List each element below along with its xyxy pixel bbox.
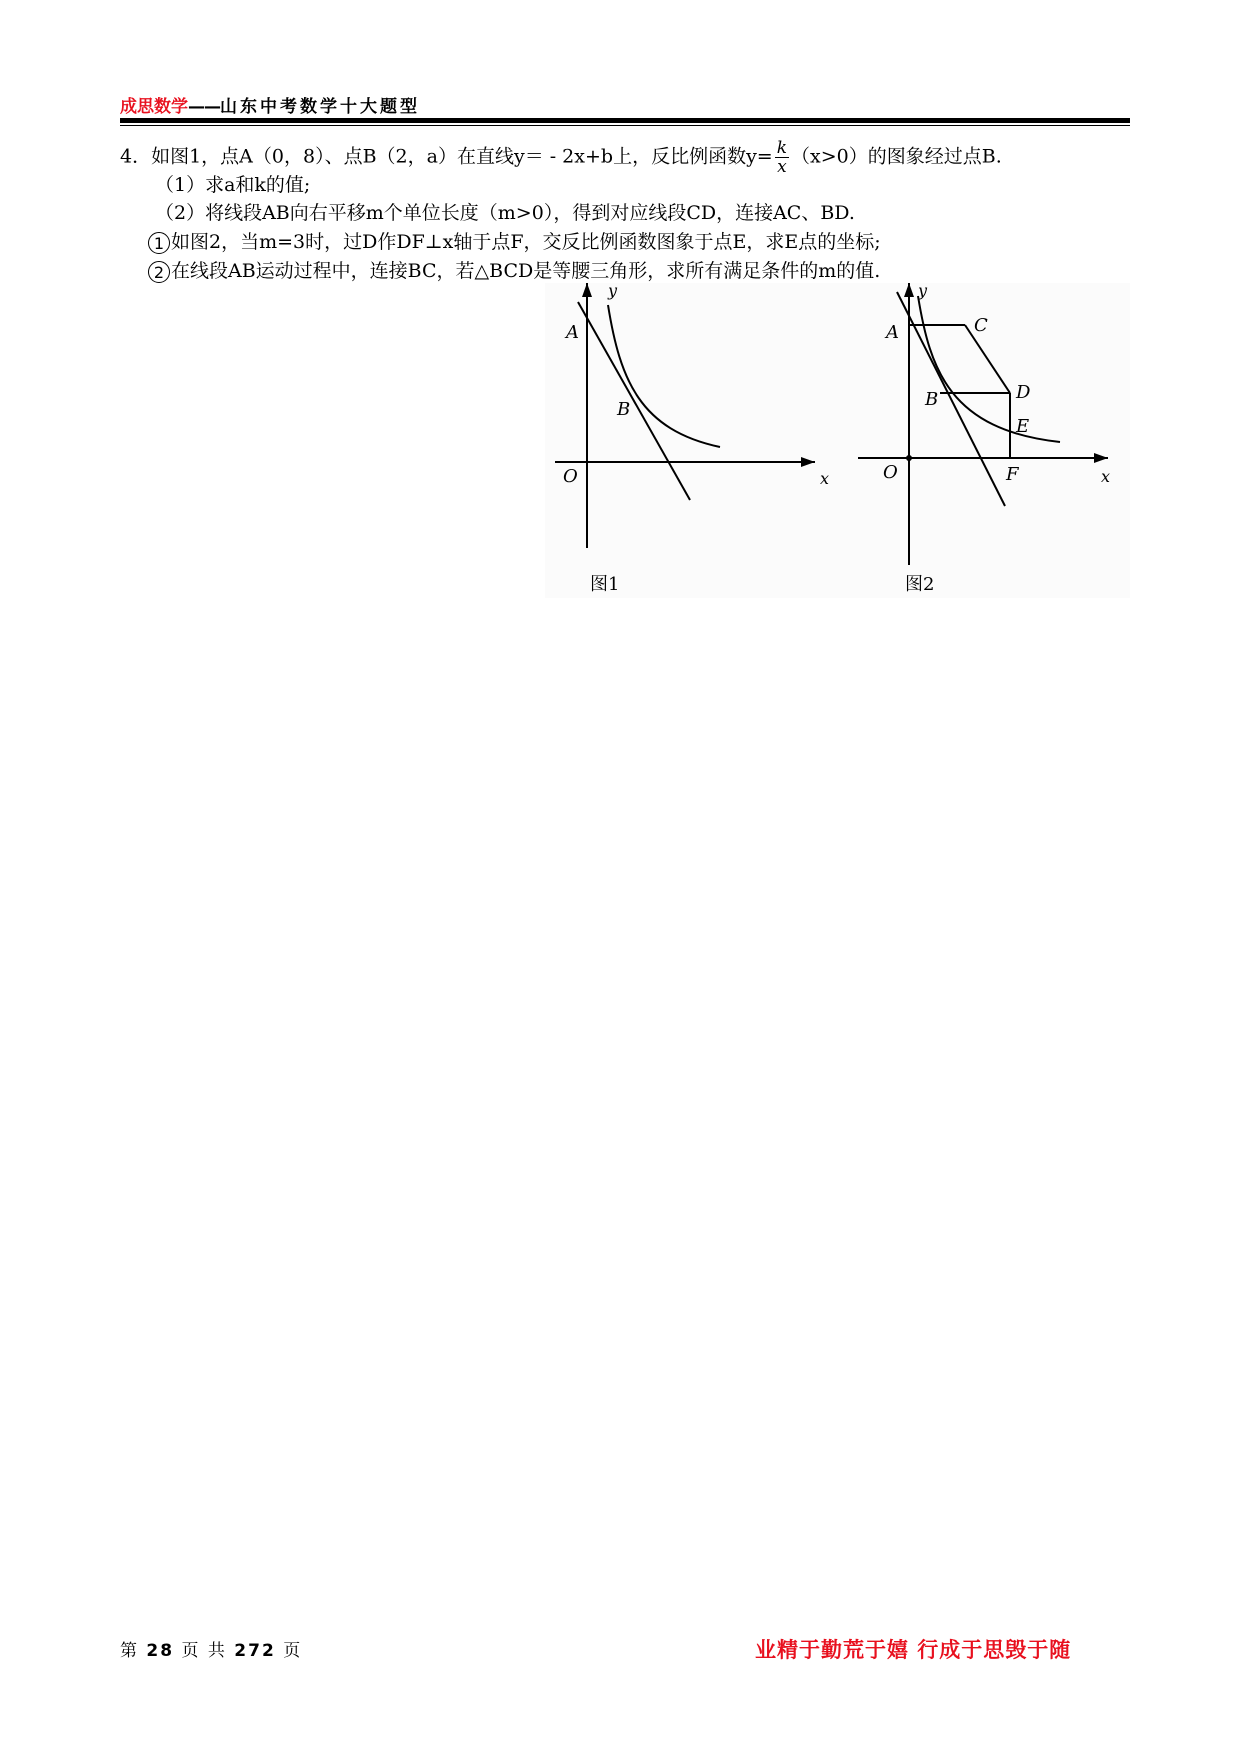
- fig1-line-ab: [578, 302, 690, 500]
- footer-prefix: 第: [120, 1641, 139, 1661]
- fraction-numerator: k: [776, 138, 788, 158]
- fig2-y-arrow: [904, 283, 914, 297]
- fig2-caption: 图2: [905, 574, 935, 595]
- footer-motto: 业精于勤荒于嬉 行成于思毁于随: [755, 1638, 1072, 1662]
- fig2-label-F: F: [1006, 464, 1019, 485]
- fig1-label-x: x: [820, 469, 830, 488]
- fig1-label-B: B: [617, 399, 631, 420]
- footer-page-total: 272: [234, 1641, 276, 1661]
- fig2-hyperbola: [918, 296, 1060, 442]
- footer-suffix: 页: [283, 1641, 303, 1661]
- footer-mid: 页 共: [181, 1641, 227, 1661]
- page-footer-numbering: [120, 1636, 302, 1661]
- figure-2: [858, 281, 1110, 595]
- fig2-label-E: E: [1016, 416, 1030, 437]
- fig2-label-B: B: [925, 389, 939, 410]
- question-2-2-text: 在线段AB运动过程中，连接BC，若△BCD是等腰三角形，求所有满足条件的m的值.: [171, 260, 881, 282]
- fraction-denominator: x: [777, 157, 787, 177]
- question-1: （1）求a和k的值;: [155, 174, 311, 196]
- question-2: （2）将线段AB向右平移m个单位长度（m>0），得到对应线段CD，连接AC、BD.: [155, 202, 855, 224]
- fig1-label-O: O: [563, 466, 578, 487]
- fig2-x-arrow: [1094, 453, 1108, 463]
- fig1-caption: 图1: [590, 574, 620, 595]
- fig2-label-C: C: [974, 315, 988, 336]
- fig2-label-D: D: [1016, 382, 1031, 403]
- fig1-label-A: A: [566, 322, 579, 343]
- footer-page-number: 28: [146, 1641, 175, 1661]
- brand-title: 成思数学: [120, 97, 188, 117]
- fig1-hyperbola: [608, 305, 720, 447]
- header-dash: ——: [188, 97, 220, 117]
- fig1-x-arrow: [801, 457, 815, 467]
- problem-text-a: 4．如图1，点A（0，8）、点B（2，a）在直线y＝ - 2x+b上，反比例函数y=: [120, 145, 773, 168]
- header-subtitle: 山东中考数学十大题型: [220, 97, 420, 117]
- circled-number-2: 2: [148, 261, 170, 283]
- fig2-label-A: A: [886, 322, 899, 343]
- fig2-origin-dot: [906, 455, 912, 461]
- fig1-y-arrow: [582, 283, 592, 297]
- question-2-1-text: 如图2，当m=3时，过D作DF⊥x轴于点F，交反比例函数图象于点E，求E点的坐标;: [171, 231, 881, 253]
- fig2-label-O: O: [883, 462, 898, 483]
- fig2-label-y: y: [918, 281, 928, 300]
- problem-text-b: （x>0）的图象经过点B.: [791, 145, 1002, 168]
- circled-number-1: 1: [148, 232, 170, 254]
- fig2-label-x: x: [1101, 467, 1111, 486]
- figure-1: [555, 281, 829, 595]
- fig1-label-y: y: [608, 281, 618, 300]
